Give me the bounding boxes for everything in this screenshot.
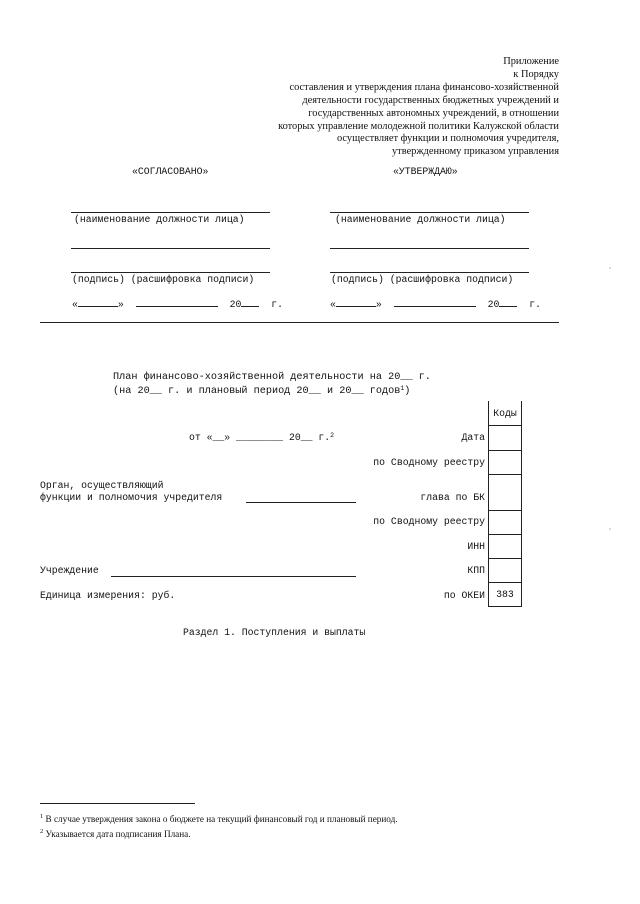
appendix-line: которых управление молодежной политики Калужской области	[278, 120, 559, 132]
approved-position-caption: (наименование должности лица)	[335, 214, 506, 225]
code-label-kpp: КПП	[467, 565, 485, 576]
founder-label-line2: функции и полномочия учредителя	[40, 492, 223, 503]
appendix-line: к Порядку	[513, 68, 559, 80]
footnote-ref-2[interactable]: 2	[330, 432, 335, 439]
plan-period	[113, 385, 410, 397]
agreed-position-caption: (наименование должности лица)	[74, 214, 245, 225]
agreed-date	[72, 297, 283, 310]
unit-label: Единица измерения: руб.	[40, 590, 176, 601]
code-label-registry-2: по Сводному реестру	[373, 516, 485, 527]
footnote-item	[40, 811, 398, 826]
agreed-signature-line[interactable]	[71, 272, 270, 273]
code-label-budget-chapter: глава по БК	[420, 492, 485, 503]
approved-signature-line[interactable]	[330, 272, 529, 273]
appendix-line: государственных автономных учреждений, в отношении	[308, 107, 559, 119]
footnote-text: Указывается дата подписания Плана.	[43, 828, 191, 839]
scan-speck	[609, 267, 611, 269]
approved-year-field[interactable]	[499, 297, 517, 307]
plan-title: План финансово-хозяйственной деятельности на 20__ г.	[113, 372, 431, 383]
founder-label-line1: Орган, осуществляющий	[40, 480, 164, 491]
year-prefix: 20	[229, 299, 242, 310]
scan-speck	[609, 528, 611, 530]
appendix-note	[278, 56, 559, 159]
agreed-heading: «СОГЛАСОВАНО»	[132, 166, 209, 177]
year-prefix: 20	[487, 299, 500, 310]
code-cell-date[interactable]	[489, 426, 521, 451]
agreed-position-line[interactable]	[71, 212, 270, 213]
approved-day-field[interactable]	[336, 297, 376, 307]
plan-date-text: от «__» ________ 20__ г.	[189, 432, 331, 443]
agreed-year-field[interactable]	[241, 297, 259, 307]
footnote-mark: 1	[40, 813, 44, 820]
approved-extra-line[interactable]	[330, 248, 529, 249]
footnote-text: В случае утверждения закона о бюджете на текущий финансовый год и плановый период.	[43, 814, 398, 825]
footnote-ref-1[interactable]: 1	[400, 385, 405, 392]
plan-period-end: )	[404, 386, 411, 397]
code-label-date: Дата	[461, 432, 485, 443]
year-suffix: г.	[529, 299, 541, 310]
institution-input-line[interactable]	[111, 576, 356, 577]
code-cell-kpp[interactable]	[489, 559, 521, 583]
approved-signature-caption: (подпись) (расшифровка подписи)	[331, 274, 514, 285]
codes-header: Коды	[489, 401, 521, 426]
approved-position-line[interactable]	[330, 212, 529, 213]
appendix-line: деятельности государственных бюджетных учреждений и	[302, 94, 559, 106]
date-open-quote: «	[72, 299, 78, 310]
code-cell-okei[interactable]: 383	[489, 583, 521, 607]
agreed-month-field[interactable]	[136, 297, 218, 307]
footnote-mark: 2	[40, 827, 44, 835]
codes-table	[488, 401, 522, 607]
agreed-signature-caption: (подпись) (расшифровка подписи)	[72, 274, 255, 285]
appendix-line: Приложение	[503, 56, 559, 67]
approved-date	[330, 297, 541, 310]
code-cell-inn[interactable]	[489, 535, 521, 559]
plan-date	[189, 432, 334, 443]
plan-period-text: (на 20__ г. и плановый период 20__ и 20__ годов	[113, 386, 401, 397]
code-label-inn: ИНН	[467, 541, 485, 552]
approved-heading: «УТВЕРЖДАЮ»	[393, 166, 458, 177]
separator-line	[40, 322, 559, 323]
agreed-day-field[interactable]	[78, 297, 118, 307]
founder-input-line[interactable]	[246, 502, 356, 503]
year-suffix: г.	[271, 299, 283, 310]
appendix-line: осуществляет функции и полномочия учредителя,	[336, 133, 559, 145]
code-label-okei: по ОКЕИ	[443, 590, 485, 601]
date-open-quote: «	[330, 299, 336, 310]
section-title: Раздел 1. Поступления и выплаты	[183, 627, 366, 638]
footnote-item	[40, 826, 398, 841]
code-label-registry: по Сводному реестру	[373, 457, 485, 468]
appendix-line: составления и утверждения плана финансово-хозяйственной	[289, 81, 559, 93]
code-cell-budget-chapter[interactable]	[489, 475, 521, 511]
code-cell-registry-2[interactable]	[489, 511, 521, 535]
code-cell-registry[interactable]	[489, 451, 521, 475]
date-close-quote: »	[375, 299, 382, 310]
institution-label: Учреждение	[40, 565, 99, 576]
approved-month-field[interactable]	[394, 297, 476, 307]
footnotes	[40, 811, 398, 840]
footnote-separator	[40, 803, 195, 804]
agreed-extra-line[interactable]	[71, 248, 270, 249]
date-close-quote: »	[117, 299, 124, 310]
appendix-line: утвержденному приказом управления	[391, 146, 559, 158]
